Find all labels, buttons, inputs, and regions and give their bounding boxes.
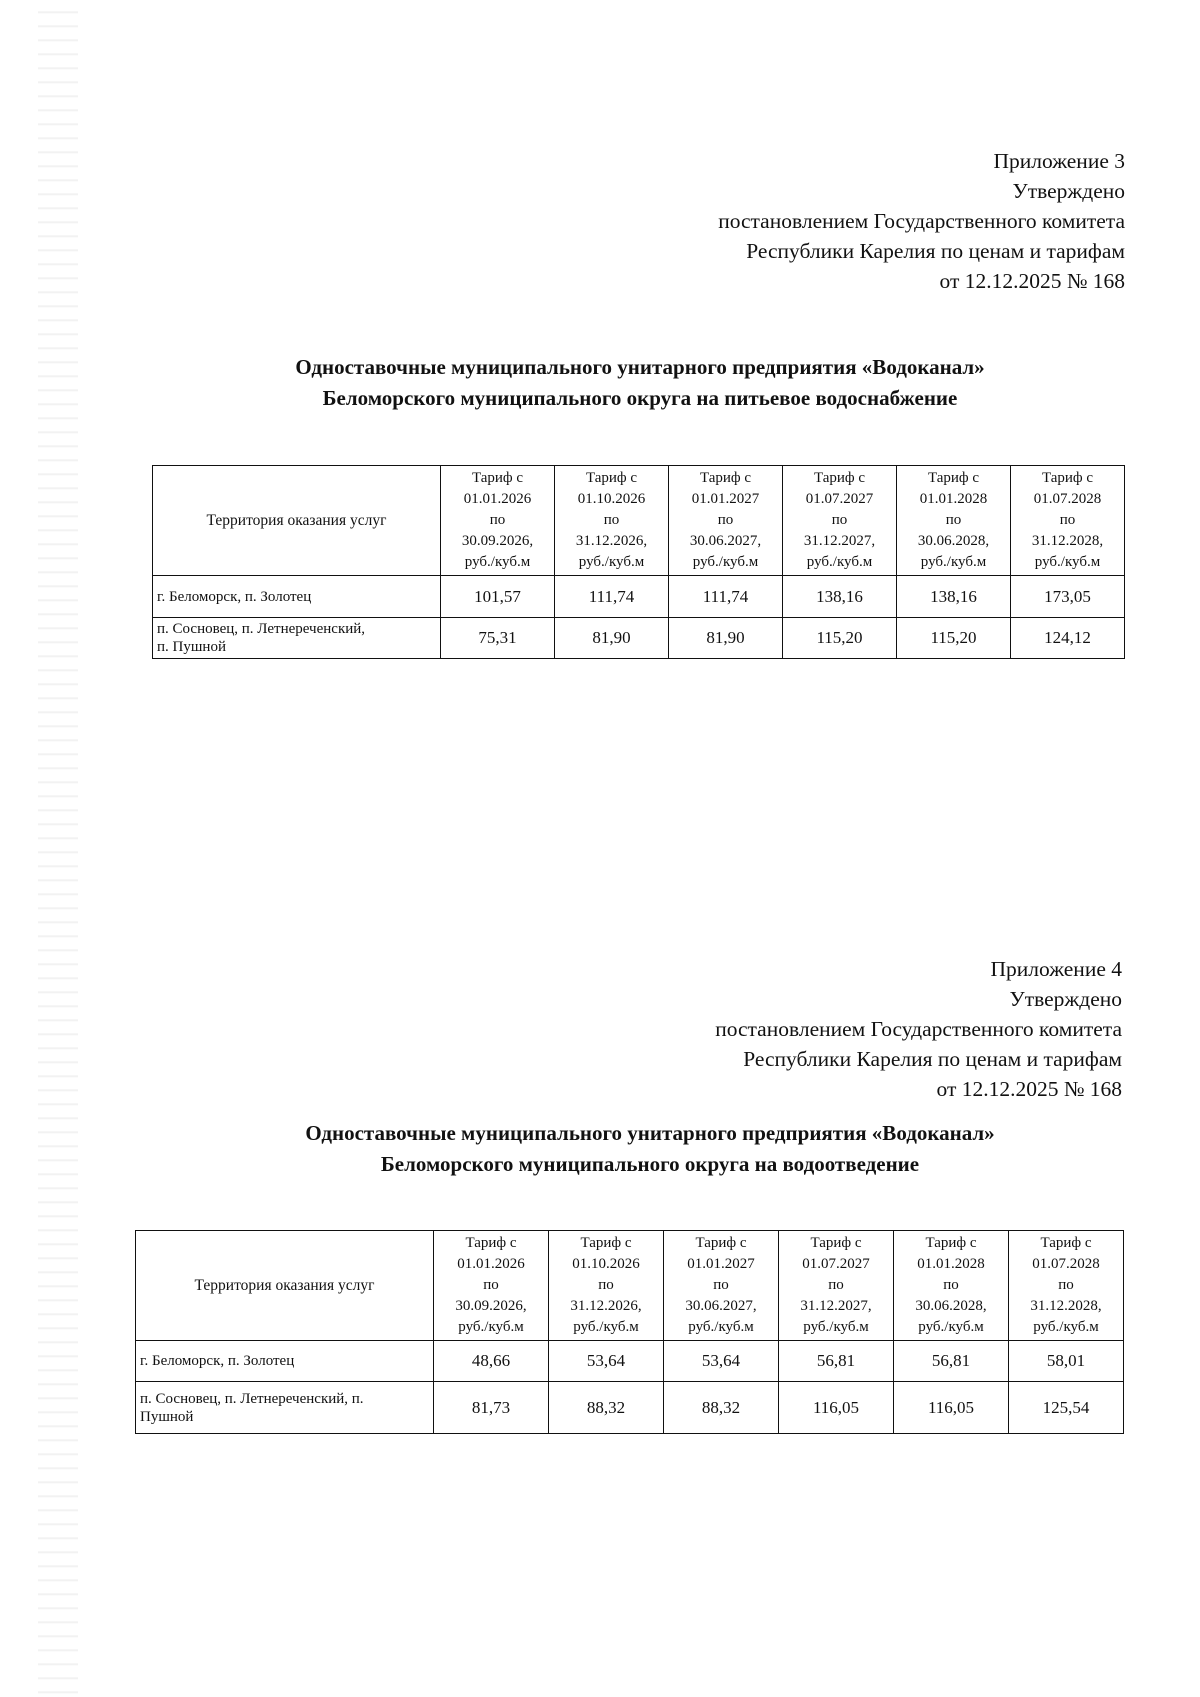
tariff-value-cell: 138,16 (783, 576, 897, 618)
territory-header: Территория оказания услуг (136, 1231, 434, 1341)
decree-date-number: от 12.12.2025 № 168 (939, 269, 1125, 293)
tariff-period-header: Тариф с 01.01.2027 по 30.06.2027, руб./куб.м (669, 466, 783, 576)
tariff-value-cell: 115,20 (783, 618, 897, 659)
tariff-value-cell: 138,16 (897, 576, 1011, 618)
tariff-value-cell: 173,05 (1011, 576, 1125, 618)
tariff-value-cell: 75,31 (441, 618, 555, 659)
tariff-value-cell: 124,12 (1011, 618, 1125, 659)
wastewater-tariff-table (135, 1230, 1124, 1434)
table-row (136, 1382, 1124, 1434)
tariff-period-header: Тариф с 01.10.2026 по 31.12.2026, руб./куб.м (555, 466, 669, 576)
approval-authority-line2: Республики Карелия по ценам и тарифам (743, 1047, 1122, 1071)
tariff-value-cell: 116,05 (779, 1382, 894, 1434)
appendix-4-header (715, 954, 1122, 1104)
territory-cell: г. Беломорск, п. Золотец (153, 576, 441, 618)
tariff-period-header: Тариф с 01.07.2027 по 31.12.2027, руб./куб.м (779, 1231, 894, 1341)
tariff-period-header: Тариф с 01.01.2026 по 30.09.2026, руб./куб.м (434, 1231, 549, 1341)
tariff-value-cell: 111,74 (555, 576, 669, 618)
table-row (153, 576, 1125, 618)
tariff-period-header: Тариф с 01.01.2026 по 30.09.2026, руб./куб.м (441, 466, 555, 576)
tariff-value-cell: 81,90 (669, 618, 783, 659)
tariff-period-header: Тариф с 01.07.2028 по 31.12.2028, руб./куб.м (1009, 1231, 1124, 1341)
approved-label: Утверждено (1012, 179, 1125, 203)
table-row (136, 1341, 1124, 1382)
tariff-value-cell: 81,73 (434, 1382, 549, 1434)
tariff-value-cell: 88,32 (664, 1382, 779, 1434)
tariff-value-cell: 115,20 (897, 618, 1011, 659)
table-row (153, 618, 1125, 659)
table-header-row (153, 466, 1125, 576)
table-header-row (136, 1231, 1124, 1341)
tariff-value-cell: 116,05 (894, 1382, 1009, 1434)
section-2-title (160, 1118, 1140, 1180)
tariff-value-cell: 48,66 (434, 1341, 549, 1382)
tariff-value-cell: 53,64 (664, 1341, 779, 1382)
approval-authority-line2: Республики Карелия по ценам и тарифам (746, 239, 1125, 263)
tariff-value-cell: 101,57 (441, 576, 555, 618)
section-title-line1: Одноставочные муниципального унитарного предприятия «Водоканал» (295, 355, 985, 379)
tariff-period-header: Тариф с 01.07.2027 по 31.12.2027, руб./куб.м (783, 466, 897, 576)
tariff-period-header: Тариф с 01.07.2028 по 31.12.2028, руб./куб.м (1011, 466, 1125, 576)
section-title-line1: Одноставочные муниципального унитарного предприятия «Водоканал» (305, 1121, 995, 1145)
section-1-title (150, 352, 1130, 414)
approved-label: Утверждено (1009, 987, 1122, 1011)
tariff-value-cell: 53,64 (549, 1341, 664, 1382)
tariff-period-header: Тариф с 01.01.2028 по 30.06.2028, руб./куб.м (897, 466, 1011, 576)
appendix-number: Приложение 4 (990, 957, 1122, 981)
section-title-line2: Беломорского муниципального округа на питьевое водоснабжение (322, 386, 958, 410)
tariff-value-cell: 81,90 (555, 618, 669, 659)
tariff-value-cell: 88,32 (549, 1382, 664, 1434)
water-supply-tariff-table (152, 465, 1125, 659)
appendix-number: Приложение 3 (993, 149, 1125, 173)
tariff-period-header: Тариф с 01.10.2026 по 31.12.2026, руб./куб.м (549, 1231, 664, 1341)
approval-authority-line1: постановлением Государственного комитета (718, 209, 1125, 233)
tariff-value-cell: 56,81 (779, 1341, 894, 1382)
appendix-3-header (718, 146, 1125, 296)
territory-cell: п. Сосновец, п. Летнереченский, п. Пушной (136, 1382, 434, 1434)
tariff-period-header: Тариф с 01.01.2027 по 30.06.2027, руб./куб.м (664, 1231, 779, 1341)
tariff-value-cell: 56,81 (894, 1341, 1009, 1382)
territory-cell: г. Беломорск, п. Золотец (136, 1341, 434, 1382)
territory-cell: п. Сосновец, п. Летнереченский, п. Пушной (153, 618, 441, 659)
decree-date-number: от 12.12.2025 № 168 (936, 1077, 1122, 1101)
tariff-value-cell: 125,54 (1009, 1382, 1124, 1434)
territory-header: Территория оказания услуг (153, 466, 441, 576)
tariff-period-header: Тариф с 01.01.2028 по 30.06.2028, руб./куб.м (894, 1231, 1009, 1341)
scan-edge-artifact (38, 0, 78, 1697)
tariff-value-cell: 58,01 (1009, 1341, 1124, 1382)
tariff-value-cell: 111,74 (669, 576, 783, 618)
section-title-line2: Беломорского муниципального округа на водоотведение (380, 1152, 920, 1176)
approval-authority-line1: постановлением Государственного комитета (715, 1017, 1122, 1041)
